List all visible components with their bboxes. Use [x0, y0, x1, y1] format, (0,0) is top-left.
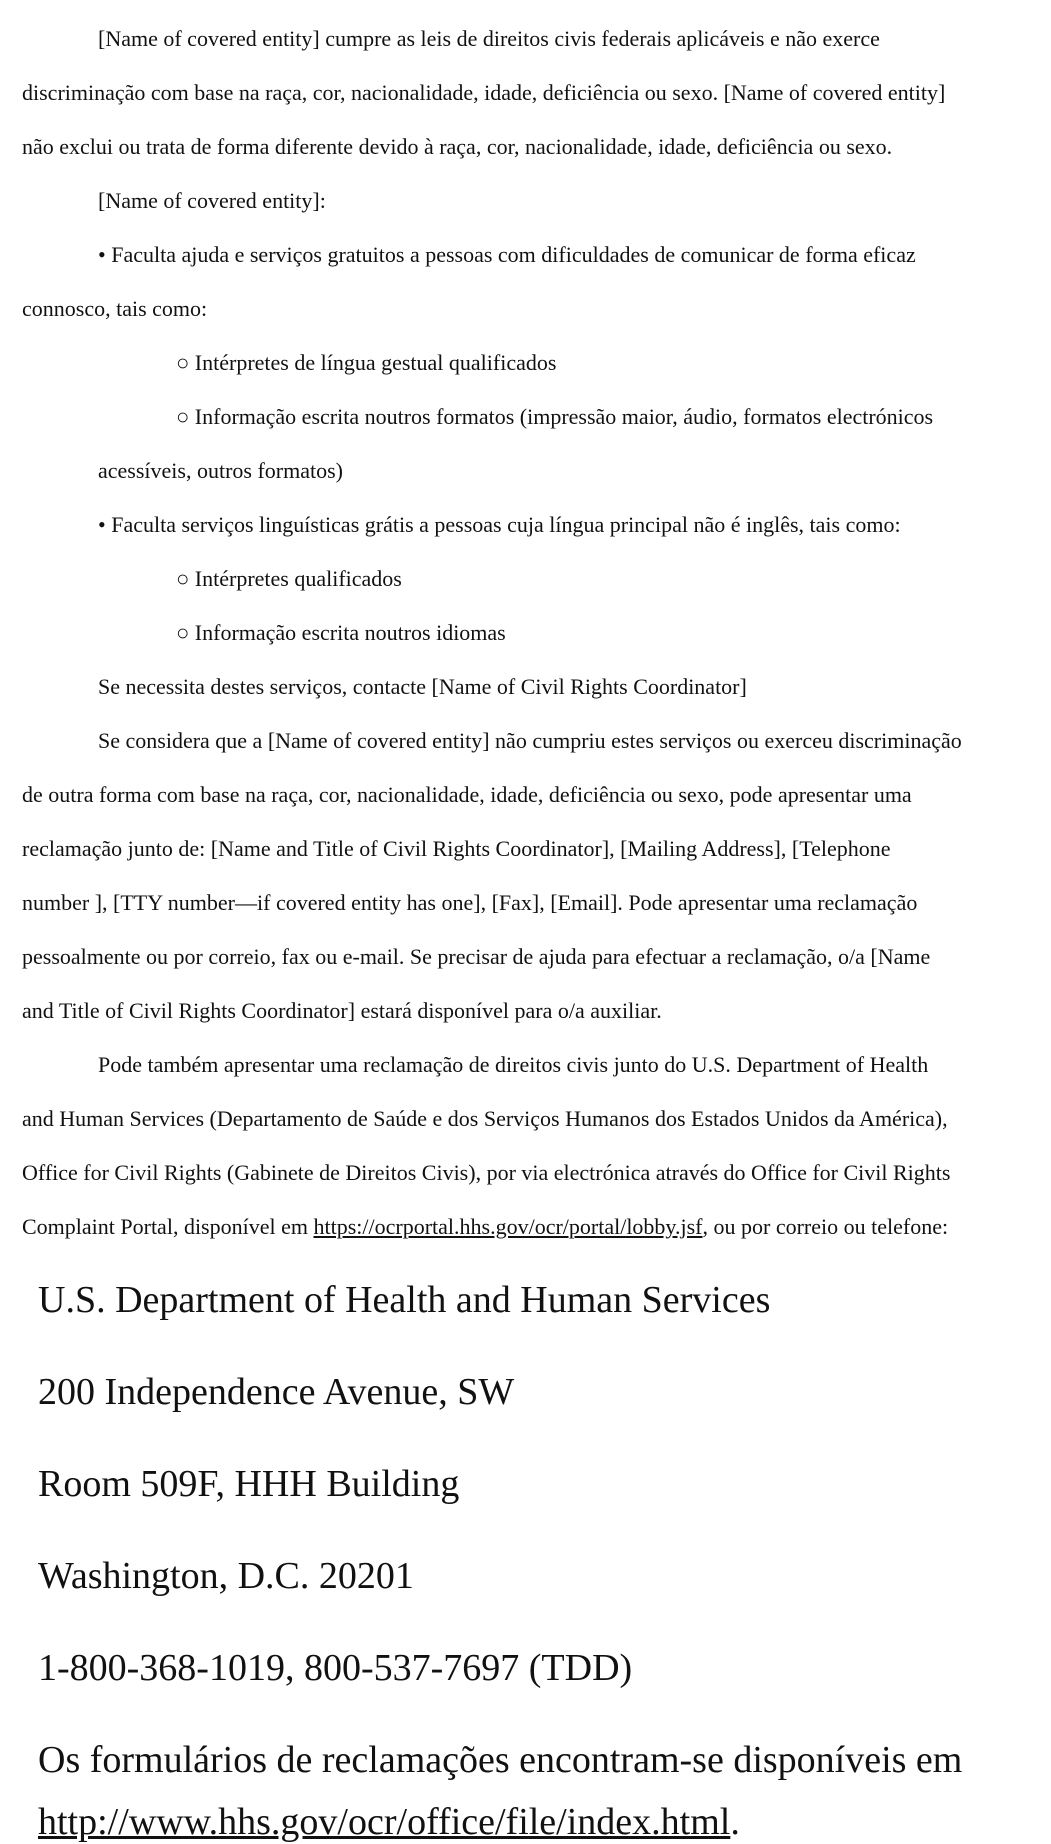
contact-coordinator-line: Se necessita destes serviços, contacte [Name of Civil Rights Coordinator] [98, 674, 747, 699]
address-line-department: U.S. Department of Health and Human Services [38, 1279, 771, 1321]
forms-link-period: . [730, 1801, 740, 1843]
paragraph-complaint-line-4: number ], [TTY number—if covered entity has one], [Fax], [Email]. Pode apresentar uma reclamação [22, 890, 918, 915]
sub-bullet-sign-language: ○ Intérpretes de língua gestual qualificados [176, 350, 557, 375]
paragraph-complaint-line-2: de outra forma com base na raça, cor, nacionalidade, idade, deficiência ou sexo, pode apresentar uma [22, 782, 912, 807]
sub-bullet-qualified-interpreters: ○ Intérpretes qualificados [176, 566, 402, 591]
sub-bullet-other-formats-line-2: acessíveis, outros formatos) [98, 458, 343, 483]
portal-suffix-text: , ou por correio ou telefone: [702, 1214, 949, 1239]
sub-bullet-other-languages: ○ Informação escrita noutros idiomas [176, 620, 506, 645]
paragraph-nondiscrimination-line-2: discriminação com base na raça, cor, nacionalidade, idade, deficiência ou sexo. [Name of covered entity] [22, 80, 946, 105]
forms-link[interactable]: http://www.hhs.gov/ocr/office/file/index.html [38, 1801, 731, 1843]
address-line-street: 200 Independence Avenue, SW [38, 1371, 515, 1413]
bullet-language-services: • Faculta serviços linguísticas grátis a pessoas cuja língua principal não é inglês, tais como: [98, 512, 901, 537]
paragraph-hhs-line-2: and Human Services (Departamento de Saúde e dos Serviços Humanos dos Estados Unidos da América), [22, 1106, 948, 1131]
paragraph-complaint-line-3: reclamação junto de: [Name and Title of Civil Rights Coordinator], [Mailing Address], [Telephone [22, 836, 891, 861]
paragraph-complaint-line-5: pessoalmente ou por correio, fax ou e-mail. Se precisar de ajuda para efectuar a reclamação, o/a [Name [22, 944, 931, 969]
paragraph-complaint-line-1: Se considera que a [Name of covered entity] não cumpriu estes serviços ou exerceu discriminação [98, 728, 962, 753]
bullet-free-aids-line-2: connosco, tais como: [22, 296, 208, 321]
paragraph-hhs-line-1: Pode também apresentar uma reclamação de direitos civis junto do U.S. Department of Health [98, 1052, 929, 1077]
paragraph-hhs-line-4 [22, 1213, 948, 1241]
paragraph-nondiscrimination-line-3: não exclui ou trata de forma diferente devido à raça, cor, nacionalidade, idade, deficiência ou sexo. [22, 134, 893, 159]
paragraph-hhs-line-3: Office for Civil Rights (Gabinete de Direitos Civis), por via electrónica através do Office for Civil Rights [22, 1160, 951, 1185]
forms-link-line [38, 1800, 740, 1844]
address-line-city: Washington, D.C. 20201 [38, 1555, 414, 1597]
covered-entity-label: [Name of covered entity]: [98, 188, 326, 213]
address-line-phone: 1-800-368-1019, 800-537-7697 (TDD) [38, 1647, 633, 1689]
portal-prefix-text: Complaint Portal, disponível em [22, 1214, 314, 1239]
paragraph-complaint-line-6: and Title of Civil Rights Coordinator] estará disponível para o/a auxiliar. [22, 998, 662, 1023]
ocr-portal-link[interactable]: https://ocrportal.hhs.gov/ocr/portal/lobby.jsf [313, 1214, 703, 1239]
sub-bullet-other-formats-line-1: ○ Informação escrita noutros formatos (impressão maior, áudio, formatos electrónicos [176, 404, 934, 429]
bullet-free-aids-line-1: • Faculta ajuda e serviços gratuitos a pessoas com dificuldades de comunicar de forma eficaz [98, 242, 916, 267]
address-line-room: Room 509F, HHH Building [38, 1463, 460, 1505]
paragraph-nondiscrimination-line-1: [Name of covered entity] cumpre as leis de direitos civis federais aplicáveis e não exerce [98, 26, 880, 51]
forms-availability-text: Os formulários de reclamações encontram-se disponíveis em [38, 1739, 963, 1781]
